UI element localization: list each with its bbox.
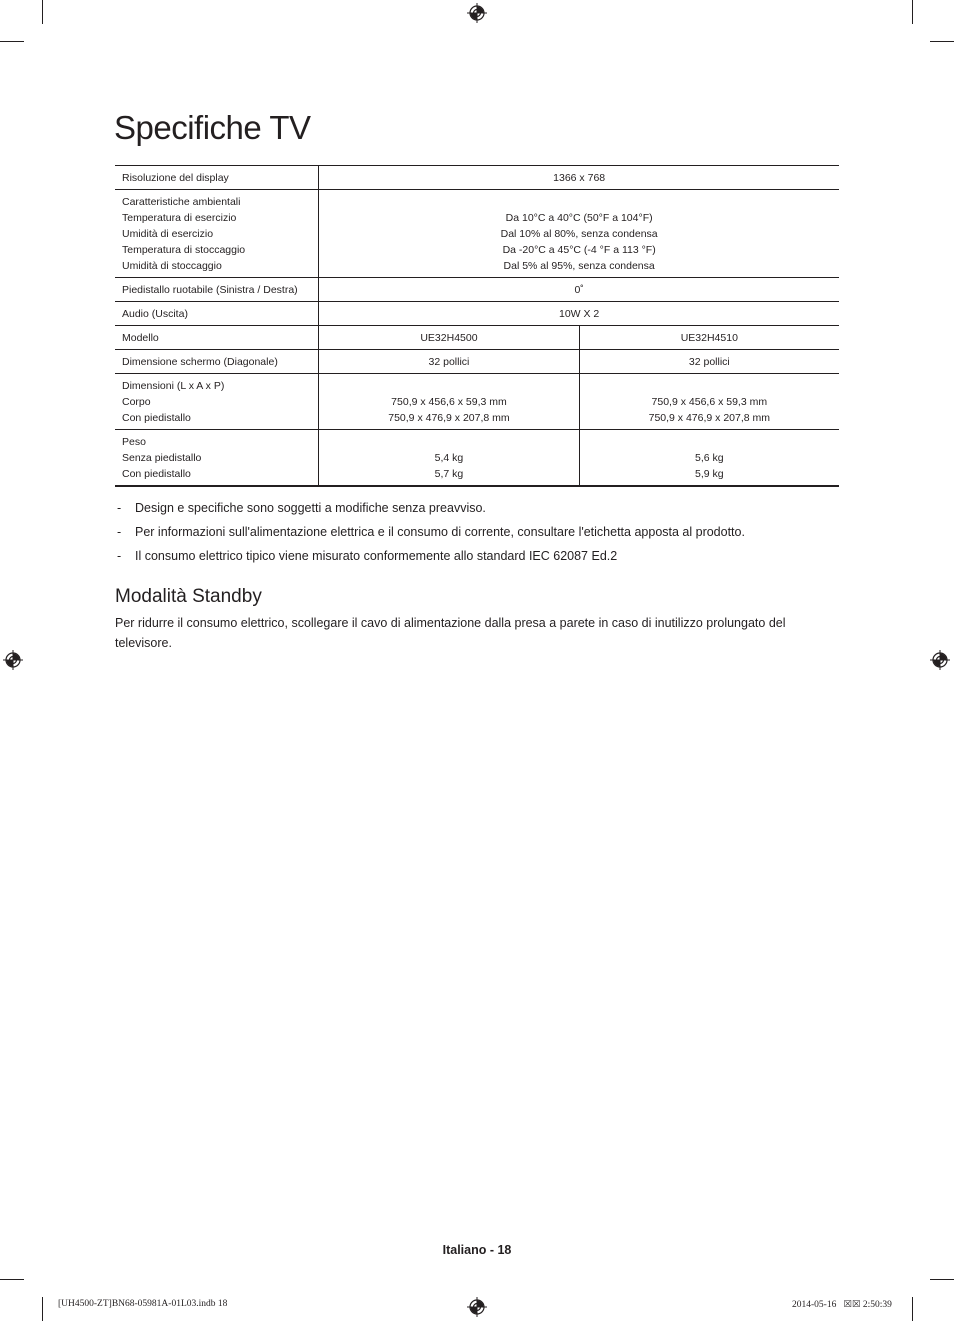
- note-text: Per informazioni sull'alimentazione elettrica e il consumo di corrente, consultare l'etichetta apposta al prodotto.: [135, 525, 745, 539]
- table-row: [115, 430, 839, 487]
- spec-label-cell: [115, 190, 319, 278]
- spec-label-cell: [115, 302, 319, 326]
- section-paragraph: Per ridurre il consumo elettrico, scollegare il cavo di alimentazione dalla presa a parete in caso di inutilizzo prolungato del televisore.: [115, 616, 786, 650]
- spec-value-line: UE32H4510: [680, 331, 738, 344]
- spec-value-cell: [319, 350, 579, 374]
- crop-mark: [930, 1279, 954, 1280]
- crosshair-registration-icon: [930, 650, 950, 670]
- table-row: [115, 166, 839, 190]
- crosshair-registration-icon: [467, 3, 487, 23]
- spec-value-line: 5,9 kg: [695, 468, 724, 480]
- spec-label-line: Corpo: [122, 396, 151, 408]
- spec-label-line: Temperatura di stoccaggio: [122, 244, 246, 256]
- print-slug-timestamp: 2014-05-16 ☒☒ 2:50:39: [792, 1300, 892, 1310]
- spec-value-cell: [319, 326, 579, 350]
- spec-label-line: Modello: [122, 332, 159, 344]
- spec-label-line: Umidità di esercizio: [122, 228, 214, 240]
- spec-label-line: Dimensione schermo (Diagonale): [122, 356, 278, 368]
- spec-value-cell: [319, 430, 579, 487]
- spec-label-line: Umidità di stoccaggio: [122, 260, 222, 272]
- spec-value-line: 5,7 kg: [434, 468, 464, 480]
- spec-value-line: 5,4 kg: [434, 452, 464, 464]
- spec-value-line: 10W X 2: [559, 307, 600, 320]
- spec-label-cell: [115, 430, 319, 487]
- print-slug-file: [UH4500-ZT]BN68-05981A-01L03.indb 18: [58, 1299, 228, 1309]
- spec-value-cell: [319, 374, 579, 430]
- spec-label-line: Risoluzione del display: [122, 172, 229, 184]
- table-row: [115, 302, 839, 326]
- crop-mark: [0, 1279, 24, 1280]
- spec-label-line: Caratteristiche ambientali: [122, 196, 241, 208]
- note-text: Il consumo elettrico tipico viene misurato conformemente allo standard IEC 62087 Ed.2: [135, 549, 618, 563]
- spec-label-cell: [115, 166, 319, 190]
- page-title: Specifiche TV: [114, 109, 311, 146]
- crop-mark: [42, 0, 43, 24]
- bullet-dash: -: [117, 525, 122, 539]
- bullet-dash: -: [117, 549, 122, 563]
- crop-mark: [42, 1297, 43, 1321]
- spec-label-line: Dimensioni (L x A x P): [122, 380, 225, 392]
- table-row: [115, 326, 839, 350]
- crosshair-registration-icon: [467, 1297, 487, 1317]
- spec-table: [115, 165, 839, 487]
- spec-value-line: 1366 x 768: [553, 171, 606, 184]
- list-item: [115, 522, 745, 546]
- crop-mark: [930, 41, 954, 42]
- crosshair-registration-icon: [3, 650, 23, 670]
- spec-label-cell: [115, 326, 319, 350]
- notes-list: [115, 498, 745, 570]
- spec-value-cell: [319, 302, 839, 326]
- note-text: Design e specifiche sono soggetti a modifiche senza preavviso.: [135, 501, 486, 515]
- spec-value-line: 32 pollici: [428, 355, 470, 368]
- spec-label-line: Temperatura di esercizio: [122, 212, 237, 224]
- spec-value-line: 750,9 x 456,6 x 59,3 mm: [391, 396, 507, 408]
- spec-label-line: Peso: [122, 436, 146, 448]
- spec-label-line: Con piedistallo: [122, 412, 191, 424]
- spec-label-line: Con piedistallo: [122, 468, 191, 480]
- spec-value-line: 750,9 x 476,9 x 207,8 mm: [388, 412, 510, 424]
- spec-value-line: 5,6 kg: [695, 452, 724, 464]
- spec-value-cell: [579, 430, 839, 487]
- spec-value-cell: [579, 374, 839, 430]
- spec-label-line: Senza piedistallo: [122, 452, 202, 464]
- spec-value-line: UE32H4500: [420, 331, 478, 344]
- list-item: [115, 546, 745, 570]
- spec-value-line: 750,9 x 476,9 x 207,8 mm: [648, 412, 771, 424]
- spec-value-line: Dal 5% al 95%, senza condensa: [503, 260, 655, 272]
- spec-value-line: Da 10°C a 40°C (50°F a 104°F): [505, 212, 653, 224]
- spec-value-line: 0˚: [574, 283, 584, 296]
- crop-mark: [0, 41, 24, 42]
- spec-value-cell: [319, 166, 839, 190]
- spec-value-line: Dal 10% al 80%, senza condensa: [500, 228, 658, 240]
- spec-label-line: Piedistallo ruotabile (Sinistra / Destra): [122, 284, 298, 296]
- list-item: [115, 498, 745, 522]
- bullet-dash: -: [117, 501, 122, 515]
- crop-mark: [912, 0, 913, 24]
- table-row: [115, 350, 839, 374]
- spec-value-line: 750,9 x 456,6 x 59,3 mm: [651, 396, 768, 408]
- spec-value-line: 32 pollici: [688, 355, 730, 368]
- spec-label-cell: [115, 278, 319, 302]
- spec-value-cell: [579, 350, 839, 374]
- page-number: Italiano - 18: [442, 1243, 512, 1257]
- spec-value-cell: [319, 278, 839, 302]
- table-row: [115, 374, 839, 430]
- spec-value-cell: [579, 326, 839, 350]
- crop-mark: [912, 1297, 913, 1321]
- table-row: [115, 190, 839, 278]
- spec-label-cell: [115, 350, 319, 374]
- spec-label-line: Audio (Uscita): [122, 308, 188, 320]
- spec-value-line: Da -20°C a 45°C (-4 °F a 113 °F): [502, 244, 656, 256]
- spec-value-cell: [319, 190, 839, 278]
- table-row: [115, 278, 839, 302]
- section-heading: Modalità Standby: [115, 586, 262, 607]
- spec-label-cell: [115, 374, 319, 430]
